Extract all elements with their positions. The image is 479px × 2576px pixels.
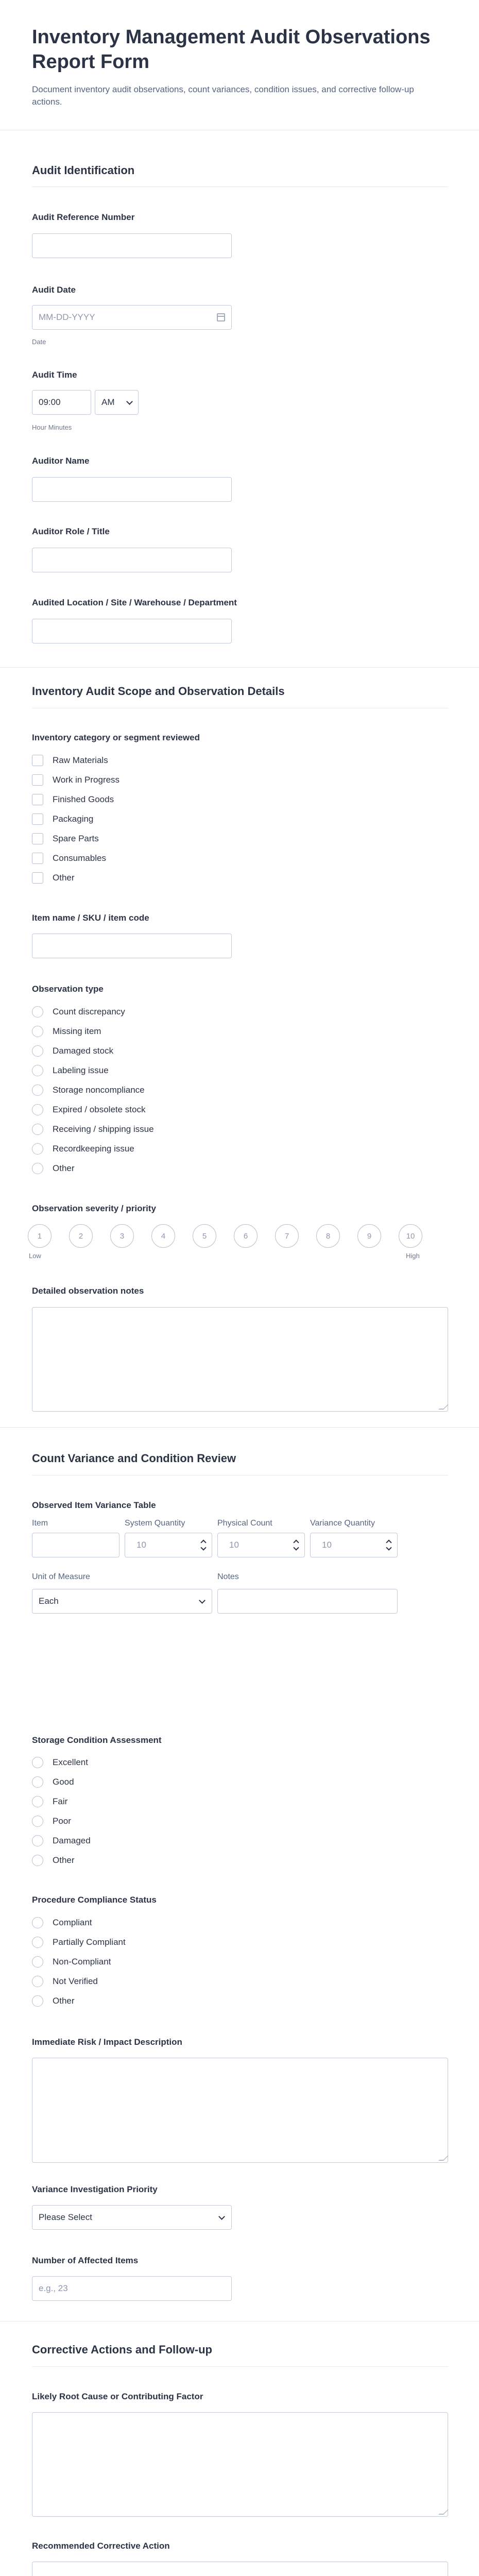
option-label: Compliant (53, 1918, 92, 1927)
observation-type-option[interactable] (32, 1024, 101, 1039)
category-option[interactable] (32, 851, 106, 866)
ampm-value: AM (101, 397, 115, 407)
option-label: Finished Goods (53, 794, 114, 804)
storage-condition-option[interactable] (32, 1853, 75, 1868)
procedure-compliance-option[interactable] (32, 1994, 75, 2008)
storage-condition-option[interactable] (32, 1834, 91, 1848)
radio-button[interactable] (32, 1995, 43, 2007)
variance-quantity-input[interactable] (310, 1533, 398, 1557)
option-label: Missing item (53, 1026, 101, 1036)
radio-button[interactable] (32, 1045, 43, 1057)
category-option[interactable] (32, 871, 75, 885)
stepper-icon[interactable] (200, 1539, 207, 1551)
checkbox[interactable] (32, 755, 43, 766)
auditor-name-label: Auditor Name (32, 456, 90, 466)
procedure-compliance-option[interactable] (32, 1916, 92, 1930)
corrective-action-label: Recommended Corrective Action (32, 2541, 170, 2551)
radio-button[interactable] (32, 1835, 43, 1846)
observation-type-option[interactable] (32, 1063, 109, 1078)
checkbox[interactable] (32, 853, 43, 864)
severity-option[interactable]: 7 (275, 1224, 299, 1248)
observation-type-option[interactable] (32, 1083, 145, 1097)
divider (0, 1427, 479, 1428)
radio-button[interactable] (32, 1084, 43, 1096)
observation-type-option[interactable] (32, 1142, 134, 1156)
option-label: Other (53, 1163, 75, 1173)
risk-label: Immediate Risk / Impact Description (32, 2037, 182, 2047)
audit-time-input[interactable] (32, 390, 91, 415)
audit-date-input[interactable] (32, 305, 232, 330)
resize-handle-icon[interactable] (438, 2510, 449, 2515)
affected-items-input[interactable] (32, 2276, 232, 2301)
storage-condition-option[interactable] (32, 1775, 74, 1789)
audit-date-label: Audit Date (32, 285, 76, 295)
radio-button[interactable] (32, 1776, 43, 1788)
category-option[interactable] (32, 812, 93, 826)
audit-time-label: Audit Time (32, 370, 77, 380)
option-label: Packaging (53, 814, 94, 824)
audit-date-sublabel: Date (32, 338, 46, 346)
category-option[interactable] (32, 792, 114, 807)
resize-handle-icon[interactable] (438, 1404, 449, 1410)
unit-of-measure-value: Each (39, 1596, 59, 1606)
severity-label: Observation severity / priority (32, 1204, 156, 1213)
option-label: Damaged (53, 1836, 91, 1845)
system-quantity-placeholder: 10 (136, 1540, 146, 1550)
radio-button[interactable] (32, 1917, 43, 1928)
radio-button[interactable] (32, 1104, 43, 1115)
risk-textarea[interactable] (32, 2058, 448, 2163)
option-label: Other (53, 1996, 75, 2006)
variance-quantity-placeholder: 10 (322, 1540, 332, 1550)
radio-button[interactable] (32, 1163, 43, 1174)
priority-label: Variance Investigation Priority (32, 2184, 158, 2194)
option-label: Spare Parts (53, 834, 99, 843)
stepper-icon[interactable] (293, 1539, 299, 1551)
radio-button[interactable] (32, 1796, 43, 1807)
location-label: Audited Location / Site / Warehouse / Department (32, 598, 237, 607)
corrective-action-textarea[interactable] (32, 2562, 448, 2576)
section-title-corrective: Corrective Actions and Follow-up (32, 2343, 212, 2356)
item-name-label: Item name / SKU / item code (32, 913, 149, 923)
section-title-variance: Count Variance and Condition Review (32, 1452, 236, 1465)
radio-button[interactable] (32, 1937, 43, 1948)
column-header-variance-quantity: Variance Quantity (310, 1519, 375, 1528)
option-label: Poor (53, 1816, 71, 1826)
audit-time-sublabel: Hour Minutes (32, 423, 72, 431)
physical-count-placeholder: 10 (229, 1540, 239, 1550)
checkbox[interactable] (32, 814, 43, 825)
calendar-icon[interactable] (217, 313, 225, 321)
column-header-system-quantity: System Quantity (125, 1519, 185, 1528)
severity-option[interactable]: 3 (110, 1224, 134, 1248)
form-title: Inventory Management Audit Observations Report Form (32, 26, 431, 73)
audit-date-placeholder: MM-DD-YYYY (39, 312, 95, 322)
radio-button[interactable] (32, 1143, 43, 1155)
section-title-scope: Inventory Audit Scope and Observation Details (32, 685, 285, 698)
option-label: Non-Compliant (53, 1957, 111, 1967)
severity-option[interactable]: 9 (357, 1224, 381, 1248)
chevron-down-icon (218, 2213, 225, 2220)
severity-option[interactable]: 8 (316, 1224, 340, 1248)
procedure-compliance-option[interactable] (32, 1935, 126, 1950)
severity-low-label: Low (29, 1252, 41, 1260)
radio-button[interactable] (32, 1065, 43, 1076)
auditor-role-input[interactable] (32, 548, 232, 572)
option-label: Labeling issue (53, 1065, 109, 1075)
observation-type-option[interactable] (32, 1161, 75, 1176)
option-label: Fair (53, 1797, 68, 1806)
severity-option[interactable]: 2 (69, 1224, 93, 1248)
radio-button[interactable] (32, 1855, 43, 1866)
root-cause-label: Likely Root Cause or Contributing Factor (32, 2392, 203, 2401)
observation-type-option[interactable] (32, 1044, 113, 1058)
option-label: Raw Materials (53, 755, 108, 765)
auditor-name-input[interactable] (32, 477, 232, 502)
option-label: Expired / obsolete stock (53, 1105, 146, 1114)
option-label: Other (53, 873, 75, 883)
column-header-physical-count: Physical Count (217, 1519, 272, 1528)
audit-time-value: 09:00 (39, 397, 61, 407)
ampm-select[interactable] (95, 390, 139, 415)
procedure-compliance-option[interactable] (32, 1955, 111, 1969)
audit-ref-input[interactable] (32, 233, 232, 258)
category-option[interactable] (32, 753, 108, 768)
severity-option[interactable]: 6 (234, 1224, 258, 1248)
procedure-compliance-label: Procedure Compliance Status (32, 1895, 157, 1905)
storage-condition-option[interactable] (32, 1814, 71, 1828)
variance-notes-input[interactable] (217, 1589, 398, 1614)
radio-button[interactable] (32, 1956, 43, 1968)
system-quantity-input[interactable] (125, 1533, 212, 1557)
section-title-audit-identification: Audit Identification (32, 164, 135, 177)
storage-condition-label: Storage Condition Assessment (32, 1735, 162, 1745)
checkbox[interactable] (32, 833, 43, 844)
priority-value: Please Select (39, 2212, 92, 2222)
option-label: Excellent (53, 1757, 88, 1767)
observation-type-option[interactable] (32, 1005, 125, 1019)
notes-label: Detailed observation notes (32, 1286, 144, 1296)
divider (32, 2366, 448, 2367)
priority-select[interactable] (32, 2205, 232, 2230)
option-label: Work in Progress (53, 775, 120, 785)
option-label: Receiving / shipping issue (53, 1124, 154, 1134)
category-option[interactable] (32, 832, 99, 846)
column-header-item: Item (32, 1519, 48, 1528)
checkbox[interactable] (32, 872, 43, 884)
category-label: Inventory category or segment reviewed (32, 733, 200, 742)
option-label: Storage noncompliance (53, 1085, 145, 1095)
option-label: Other (53, 1855, 75, 1865)
procedure-compliance-option[interactable] (32, 1974, 98, 1989)
severity-option[interactable]: 1 (28, 1224, 52, 1248)
observation-type-label: Observation type (32, 984, 104, 994)
affected-items-label: Number of Affected Items (32, 2256, 139, 2265)
form-subtitle: Document inventory audit observations, count variances, condition issues, and corrective follow-up actions. (32, 84, 414, 107)
observation-type-option[interactable] (32, 1103, 145, 1117)
option-label: Good (53, 1777, 74, 1787)
severity-option[interactable]: 10 (399, 1224, 422, 1248)
checkbox[interactable] (32, 774, 43, 786)
storage-condition-option[interactable] (32, 1794, 67, 1809)
root-cause-textarea[interactable] (32, 2412, 448, 2517)
option-label: Consumables (53, 853, 106, 863)
radio-button[interactable] (32, 1006, 43, 1018)
option-label: Damaged stock (53, 1046, 114, 1056)
severity-option[interactable]: 5 (193, 1224, 216, 1248)
notes-textarea[interactable] (32, 1307, 448, 1412)
severity-option[interactable]: 4 (151, 1224, 175, 1248)
resize-handle-icon[interactable] (438, 2156, 449, 2161)
divider (0, 667, 479, 668)
option-label: Count discrepancy (53, 1007, 125, 1016)
divider (32, 1475, 448, 1476)
chevron-down-icon (126, 398, 133, 405)
option-label: Recordkeeping issue (53, 1144, 134, 1154)
option-label: Partially Compliant (53, 1937, 126, 1947)
radio-button[interactable] (32, 1124, 43, 1135)
auditor-role-label: Auditor Role / Title (32, 527, 110, 536)
option-label: Not Verified (53, 1976, 98, 1986)
affected-items-placeholder: e.g., 23 (39, 2283, 68, 2293)
column-header-notes: Notes (217, 1572, 239, 1581)
variance-item-input[interactable] (32, 1533, 119, 1557)
radio-button[interactable] (32, 1976, 43, 1987)
variance-table-label: Observed Item Variance Table (32, 1500, 156, 1510)
observation-type-option[interactable] (32, 1122, 154, 1137)
unit-of-measure-select[interactable] (32, 1589, 212, 1614)
category-option[interactable] (32, 773, 119, 787)
column-header-unit-of-measure: Unit of Measure (32, 1572, 90, 1581)
physical-count-input[interactable] (217, 1533, 305, 1557)
radio-button[interactable] (32, 1026, 43, 1037)
chevron-down-icon (199, 1597, 206, 1604)
audit-ref-label: Audit Reference Number (32, 212, 135, 222)
stepper-icon[interactable] (386, 1539, 392, 1551)
severity-high-label: High (406, 1252, 420, 1260)
radio-button[interactable] (32, 1757, 43, 1768)
storage-condition-option[interactable] (32, 1755, 88, 1770)
radio-button[interactable] (32, 1816, 43, 1827)
item-name-input[interactable] (32, 934, 232, 958)
checkbox[interactable] (32, 794, 43, 805)
location-input[interactable] (32, 619, 232, 643)
